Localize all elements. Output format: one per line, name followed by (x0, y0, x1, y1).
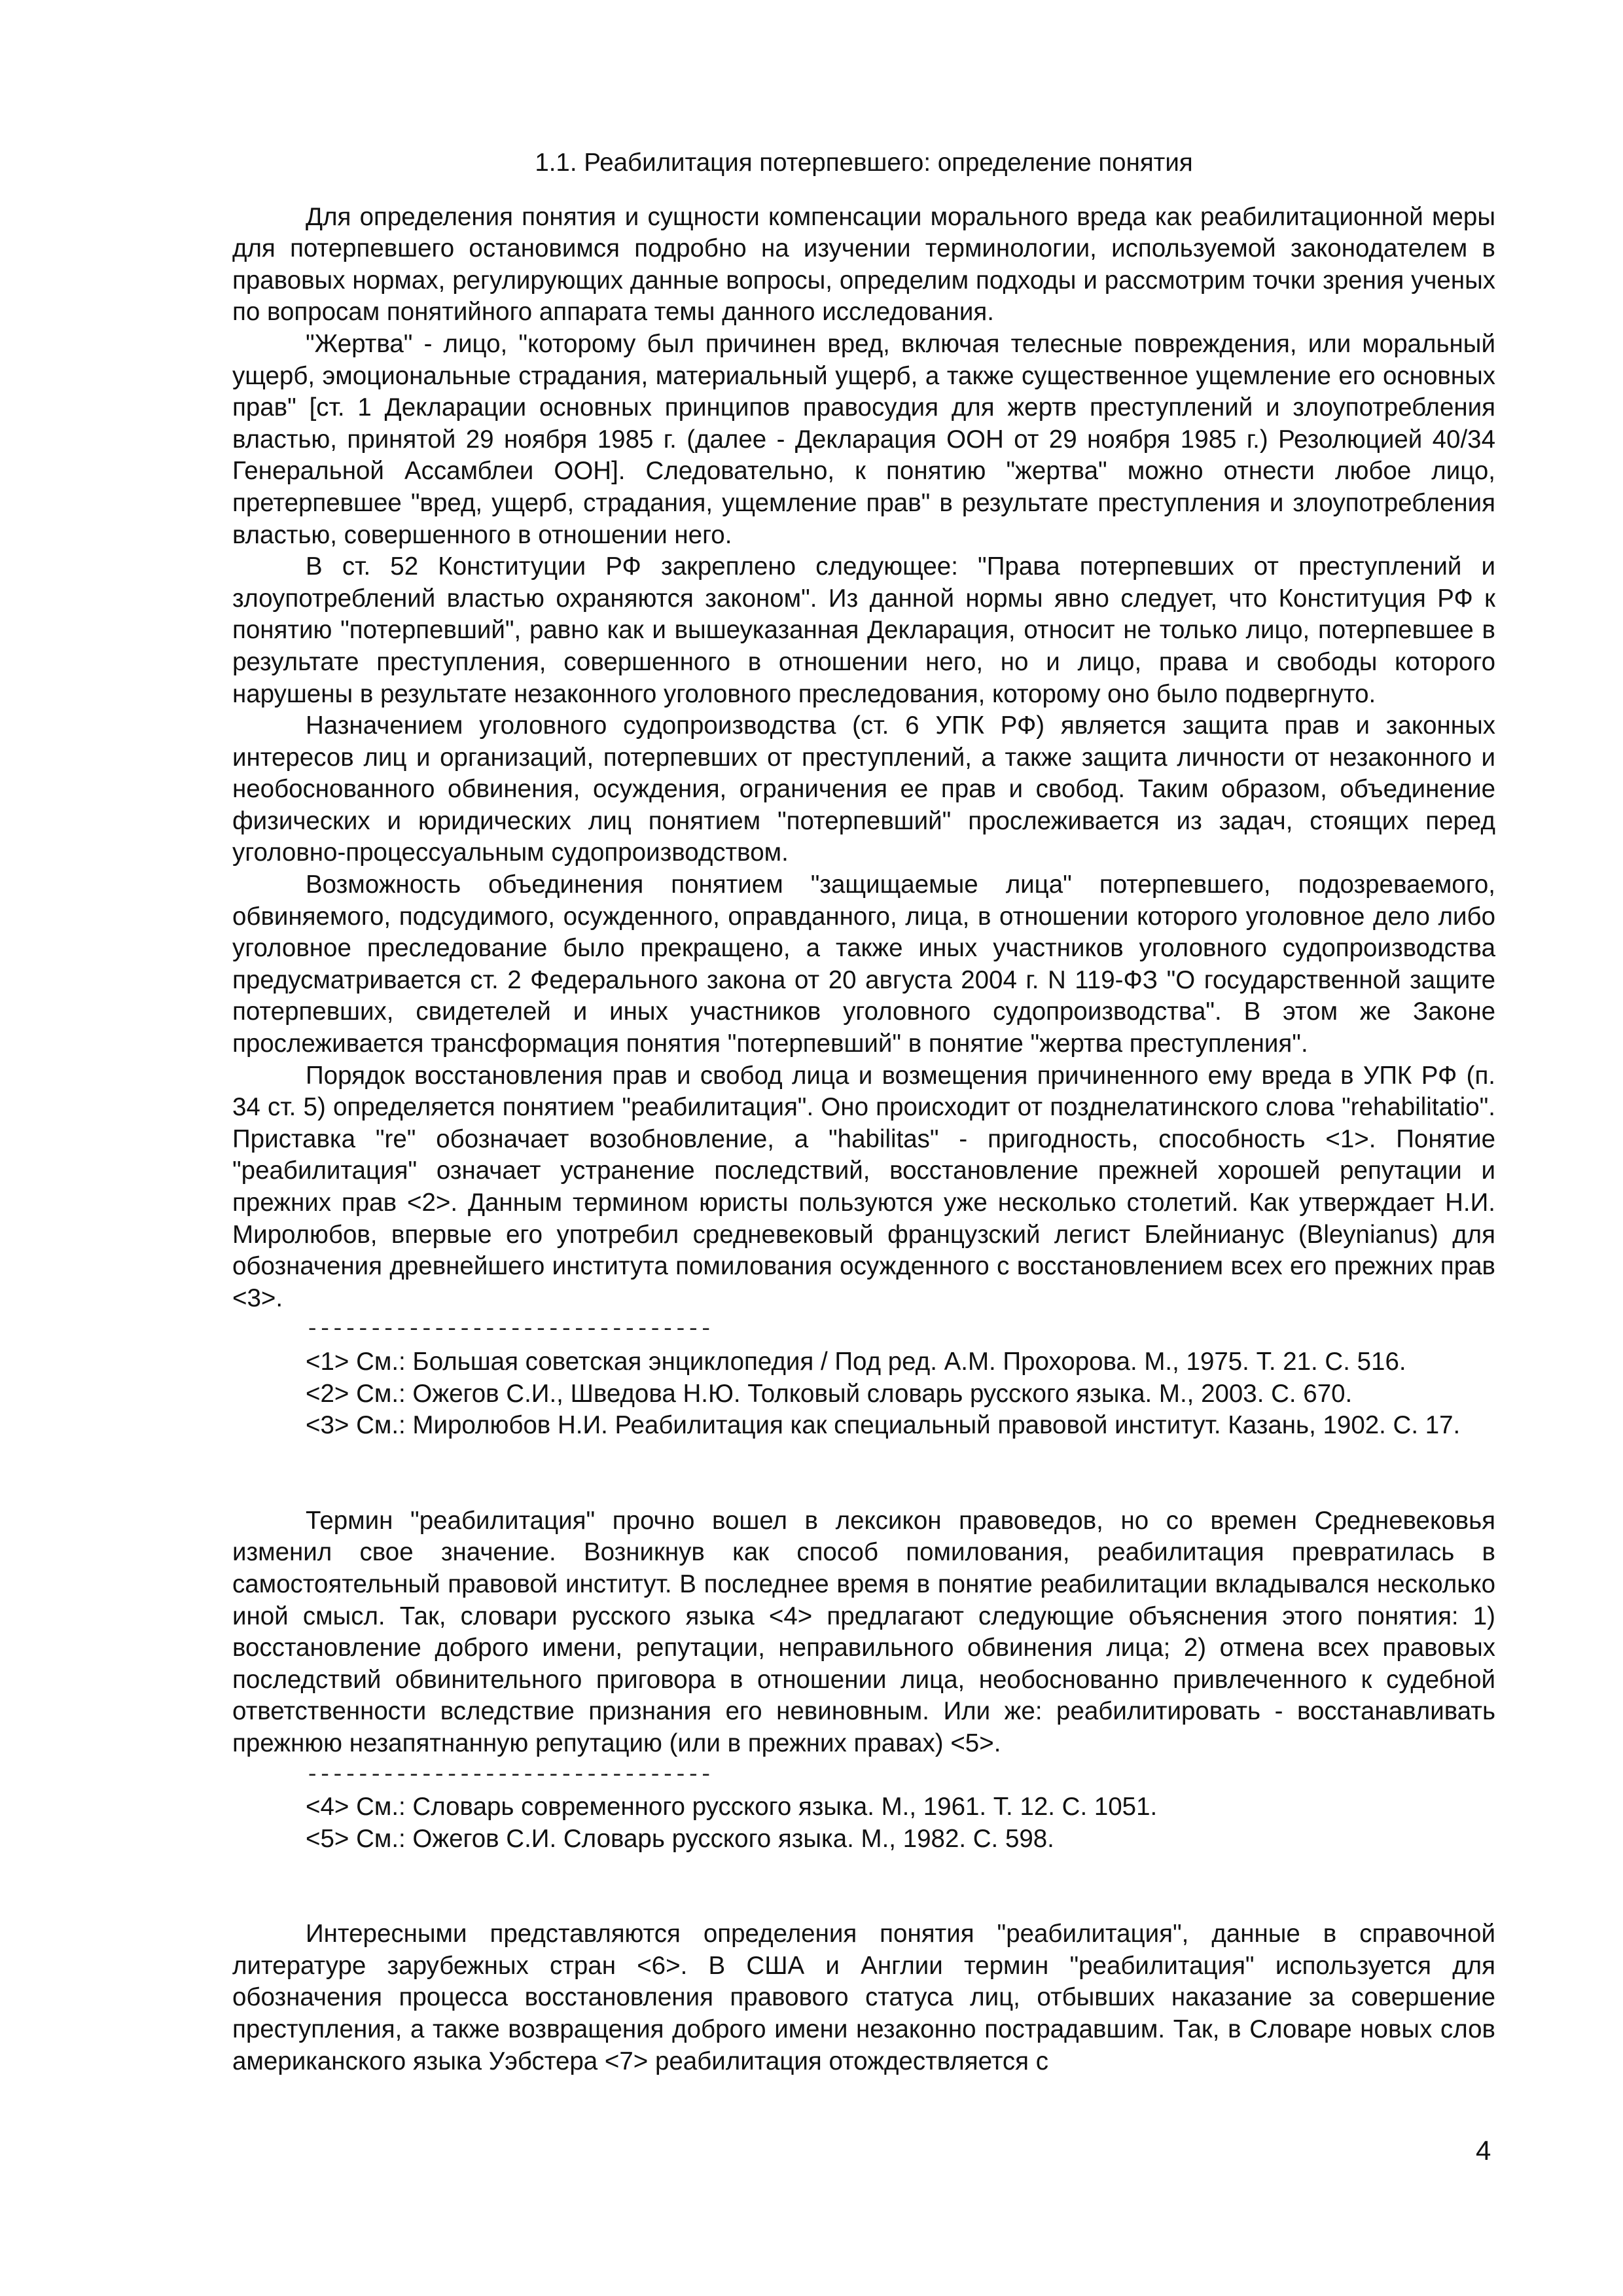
spacer (232, 1442, 1495, 1505)
footnote-separator: -------------------------------- (306, 1318, 712, 1343)
document-body (232, 147, 1495, 2077)
paragraph: Возможность объединения понятием "защищаемые лица" потерпевшего, подозреваемого, обвиняемого, подсудимого, осужденного, оправданного, лица, в отношении которого уголовное дело либо уголовное преследование было прекращено, а также иных участников уголовного судопроизводства предусматривается ст. 2 Федерального закона от 20 августа 2004 г. N 119-ФЗ "О государственной защите потерпевших, свидетелей и иных участников уголовного судопроизводства". В этом же Законе прослеживается трансформация понятия "потерпевший" в понятие "жертва преступления". (232, 870, 1495, 1058)
footnote: <5> См.: Ожегов С.И. Словарь русского языка. М., 1982. С. 598. (306, 1824, 1054, 1853)
footnote: <3> См.: Миролюбов Н.И. Реабилитация как специальный правовой институт. Казань, 1902. С. 17. (306, 1411, 1461, 1440)
paragraph: Термин "реабилитация" прочно вошел в лексикон правоведов, но со времен Средневековья изменил свое значение. Возникнув как способ помилования, реабилитация превратилась в самостоятельный правовой институт. В последнее время в понятие реабилитации вкладывался несколько иной смысл. Так, словари русского языка <4> предлагают следующие объяснения этого понятия: 1) восстановление доброго имени, репутации, неправильного обвинения лица; 2) отмена всех правовых последствий обвинительного приговора в отношении лица, необоснованно привлеченного к судебной ответственности вследствие признания его невиновным. Или же: реабилитировать - восстанавливать прежнюю незапятнанную репутацию (или в прежних правах) <5>. (232, 1506, 1495, 1757)
page-number: 4 (1476, 2135, 1491, 2166)
paragraph: Для определения понятия и сущности компенсации морального вреда как реабилитационной меры для потерпевшего остановимся подробно на изучении терминологии, используемой законодателем в правовых нормах, регулирующих данные вопросы, определим подходы и рассмотрим точки зрения ученых по вопросам понятийного аппарата темы данного исследования. (232, 202, 1495, 327)
spacer (232, 1855, 1495, 1918)
paragraph: "Жертва" - лицо, "которому был причинен вред, включая телесные повреждения, или моральный ущерб, эмоциональные страдания, материальный ущерб, а также существенное ущемление его основных прав" [ст. 1 Декларации основных принципов правосудия для жертв преступлений и злоупотребления властью, принятой 29 ноября 1985 г. (далее - Декларация ООН от 29 ноября 1985 г.) Резолюцией 40/34 Генеральной Ассамблеи ООН]. Следовательно, к понятию "жертва" можно отнести любое лицо, претерпевшее "вред, ущерб, страдания, ущемление прав" в результате преступления и злоупотребления властью, совершенного в отношении него. (232, 329, 1495, 549)
footnote: <2> См.: Ожегов С.И., Шведова Н.Ю. Толковый словарь русского языка. М., 2003. С. 670. (306, 1379, 1353, 1408)
footnotes-block (232, 1346, 1495, 1442)
footnote-separator: -------------------------------- (306, 1763, 712, 1788)
section-title: 1.1. Реабилитация потерпевшего: определение понятия (535, 149, 1193, 177)
paragraph: Назначением уголовного судопроизводства (ст. 6 УПК РФ) является защита прав и законных интересов лиц и организаций, потерпевших от преступлений, а также защита личности от незаконного и необоснованного обвинения, осуждения, ограничения ее прав и свобод. Таким образом, объединение физических и юридических лиц понятием "потерпевший" прослеживается из задач, стоящих перед уголовно-процессуальным судопроизводством. (232, 711, 1495, 867)
footnote: <1> См.: Большая советская энциклопедия / Под ред. А.М. Прохорова. М., 1975. Т. 21. С. 516. (306, 1347, 1406, 1376)
footnotes-block (232, 1791, 1495, 1855)
paragraph: В ст. 52 Конституции РФ закреплено следующее: "Права потерпевших от преступлений и злоупотреблений властью охраняются законом". Из данной нормы явно следует, что Конституция РФ к понятию "потерпевший", равно как и вышеуказанная Декларация, относит не только лицо, потерпевшее в результате преступления, совершенного в отношении него, но и лицо, права и свободы которого нарушены в результате незаконного уголовного преследования, которому оно было подвергнуто. (232, 552, 1495, 708)
footnote: <4> См.: Словарь современного русского языка. М., 1961. Т. 12. С. 1051. (306, 1793, 1158, 1821)
paragraph: Порядок восстановления прав и свобод лица и возмещения причиненного ему вреда в УПК РФ (п. 34 ст. 5) определяется понятием "реабилитация". Оно происходит от позднелатинского слова "rehabilitatio". Приставка "re" обозначает возобновление, а "habilitas" - пригодность, способность <1>. Понятие "реабилитация" означает устранение последствий, восстановление прежней хорошей репутации и прежних прав <2>. Данным термином юристы пользуются уже несколько столетий. Как утверждает Н.И. Миролюбов, впервые его употребил средневековый французский легист Блейнианус (Bleynianus) для обозначения древнейшего института помилования осужденного с восстановлением всех его прежних прав <3>. (232, 1061, 1495, 1312)
paragraph: Интересными представляются определения понятия "реабилитация", данные в справочной литературе зарубежных стран <6>. В США и Англии термин "реабилитация" используется для обозначения процесса восстановления правового статуса лиц, отбывших наказание за совершение преступления, а также возвращения доброго имени незаконно пострадавшим. Так, в Словаре новых слов американского языка Уэбстера <7> реабилитация отождествляется с (232, 1920, 1495, 2075)
